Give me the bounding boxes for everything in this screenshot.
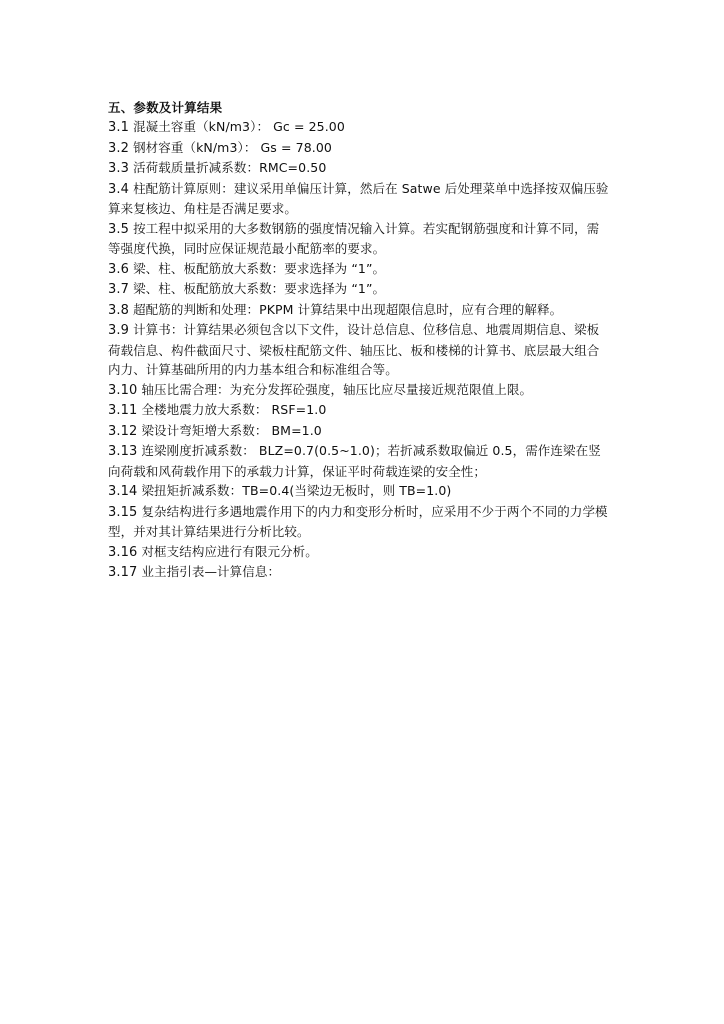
parameter-number: 3.16 [108, 544, 138, 560]
parameter-text: 梁设计弯矩增大系数： BM=1.0 [141, 422, 322, 438]
parameter-item [108, 117, 628, 138]
parameter-text: 超配筋的判断和处理：PKPM 计算结果中出现超限信息时，应有合理的解释。 [133, 301, 563, 317]
parameter-line [108, 481, 628, 502]
parameter-text: 轴压比需合理：为充分发挥砼强度，轴压比应尽量接近规范限值上限。 [141, 381, 533, 397]
parameter-text: 梁、柱、板配筋放大系数：要求选择为 “1”。 [133, 281, 386, 296]
parameter-line [108, 462, 628, 482]
parameter-text: 柱配筋计算原则：建议采用单偏压计算，然后在 Satwe 后处理菜单中选择按双偏压验 [133, 180, 609, 196]
parameter-number: 3.7 [108, 282, 129, 297]
parameter-item [108, 179, 628, 219]
parameter-text: 向荷载和风荷载作用下的承载力计算，保证平时荷载连梁的安全性； [108, 463, 487, 479]
parameter-line [108, 421, 628, 442]
parameter-line [108, 158, 628, 179]
parameter-item [108, 400, 628, 421]
parameter-line [108, 219, 628, 240]
parameter-number: 3.8 [108, 302, 129, 318]
parameter-line [108, 400, 628, 421]
parameter-line [108, 300, 628, 321]
parameter-text: 等强度代换，同时应保证规范最小配筋率的要求。 [108, 241, 386, 256]
parameter-line [108, 199, 628, 219]
parameter-line [108, 239, 628, 259]
parameter-line [108, 441, 628, 462]
parameter-item [108, 259, 628, 280]
parameter-text: 钢材容重（kN/m3）： Gs = 78.00 [133, 139, 332, 155]
parameter-number: 3.3 [108, 161, 129, 176]
parameter-number: 3.17 [108, 565, 138, 580]
document-body [108, 98, 628, 583]
parameter-text: 梁扭矩折减系数：TB=0.4(当梁边无板时，则 TB=1.0) [141, 483, 452, 498]
parameter-line [108, 542, 628, 563]
parameter-number: 3.6 [108, 261, 129, 277]
parameter-number: 3.12 [108, 423, 138, 439]
parameter-line [108, 522, 628, 542]
parameter-number: 3.4 [108, 181, 129, 197]
parameter-number: 3.10 [108, 382, 138, 398]
parameter-text: 荷载信息、构件截面尺寸、梁板柱配筋文件、轴压比、板和楼梯的计算书、底层最大组合 [108, 342, 600, 358]
parameter-text: 活荷载质量折减系数：RMC=0.50 [133, 160, 327, 175]
parameter-text: 梁、柱、板配筋放大系数：要求选择为 “1”。 [133, 260, 386, 276]
parameter-number: 3.2 [108, 140, 129, 156]
parameter-text: 计算书：计算结果必须包含以下文件，设计总信息、位移信息、地震周期信息、梁板 [133, 322, 600, 337]
parameter-text: 型，并对其计算结果进行分析比较。 [108, 524, 310, 539]
parameter-number: 3.9 [108, 323, 129, 338]
parameter-item [108, 481, 628, 502]
parameter-number: 3.15 [108, 504, 138, 520]
parameter-line [108, 562, 628, 583]
parameter-item [108, 158, 628, 179]
parameter-line [108, 138, 628, 159]
parameter-item [108, 300, 628, 321]
parameter-item [108, 219, 628, 259]
parameter-item [108, 502, 628, 542]
parameter-item [108, 441, 628, 481]
parameter-item [108, 138, 628, 159]
parameter-text: 业主指引表—计算信息： [141, 564, 281, 579]
parameter-item [108, 562, 628, 583]
parameter-line [108, 179, 628, 200]
section-heading: 五、参数及计算结果 [108, 100, 223, 115]
parameter-line [108, 117, 628, 138]
parameter-line [108, 320, 628, 341]
parameter-item [108, 320, 628, 380]
parameter-item [108, 380, 628, 401]
parameter-line [108, 360, 628, 380]
parameter-text: 按工程中拟采用的大多数钢筋的强度情况输入计算。若实配钢筋强度和计算不同，需 [133, 220, 600, 236]
parameter-number: 3.1 [108, 120, 129, 135]
parameter-number: 3.13 [108, 444, 138, 459]
parameter-text: 算来复核边、角柱是否满足要求。 [108, 201, 298, 216]
parameter-line [108, 380, 628, 401]
parameter-list [108, 117, 628, 583]
parameter-text: 内力、计算基础所用的内力基本组合和标准组合等。 [108, 362, 398, 377]
parameter-text: 连梁刚度折减系数： BLZ=0.7(0.5~1.0)；若折减系数取偏近 0.5，需作连梁在竖 [141, 443, 601, 458]
parameter-item [108, 279, 628, 300]
parameter-text: 混凝土容重（kN/m3）： Gc = 25.00 [133, 119, 345, 134]
parameter-item [108, 421, 628, 442]
parameter-text: 全楼地震力放大系数： RSF=1.0 [141, 402, 327, 417]
parameter-line [108, 279, 628, 300]
parameter-line [108, 341, 628, 361]
parameter-number: 3.11 [108, 403, 138, 418]
parameter-number: 3.14 [108, 484, 138, 499]
parameter-text: 对框支结构应进行有限元分析。 [141, 543, 318, 559]
parameter-line [108, 502, 628, 523]
parameter-line [108, 259, 628, 280]
parameter-item [108, 542, 628, 563]
parameter-number: 3.5 [108, 221, 129, 237]
parameter-text: 复杂结构进行多遇地震作用下的内力和变形分析时，应采用不少于两个不同的力学模 [141, 503, 608, 519]
